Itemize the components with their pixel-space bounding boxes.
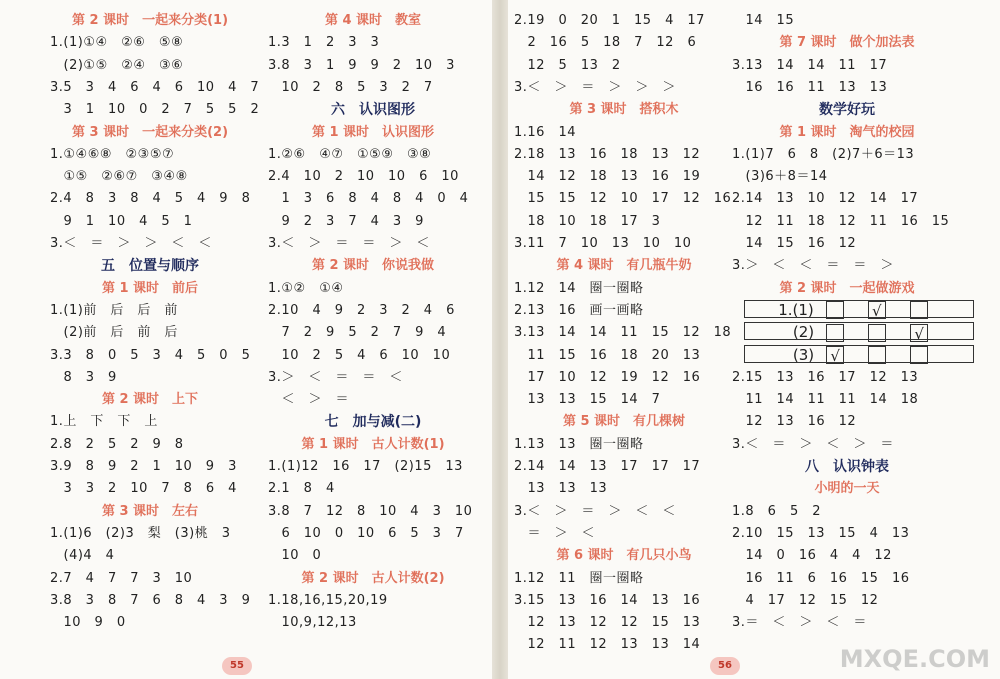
answer-line: 14 15 [732,13,795,28]
answer-line: 3.8 3 8 7 6 8 4 3 9 [50,592,251,608]
lesson-heading: 第 7 课时 做个加法表 [779,35,915,51]
answer-line: 2.10 15 13 15 4 13 [732,525,910,541]
answer-line: 1.12 11 圈一圈略 [514,570,644,586]
empty-box [910,301,928,319]
answer-line: 14 12 18 13 16 19 [514,169,701,185]
answer-line: 1.①② ①④ [268,280,344,296]
answer-line: 12 5 13 2 [514,57,621,73]
lesson-heading: 第 2 课时 古人计数(2) [301,570,445,586]
answer-line: 14 15 16 12 [732,236,857,251]
answer-line: 1.12 14 圈一圈略 [514,280,644,296]
answer-line: 10 0 [268,548,322,564]
answer-line: (2)前 后 前 后 [50,325,178,341]
answer-line: 2.1 8 4 [268,481,335,497]
lesson-heading: 第 4 课时 教室 [324,13,422,28]
answer-line: (3)6＋8＝14 [732,169,828,185]
page-number-left: 55 [222,657,252,675]
lesson-heading: 第 2 课时 一起做游戏 [779,280,915,296]
lesson-heading: 小明的一天 [814,481,880,497]
answer-line: 1.(1)前 后 后 前 [50,302,178,318]
checked-box: √ [868,301,886,319]
answer-line: 1 3 6 8 4 8 4 0 4 [268,191,469,207]
answer-line: 3.8 3 1 9 9 2 10 3 [268,57,455,73]
answer-line: 16 11 6 16 15 16 [732,570,910,586]
answer-line: 3.＝ ＜ ＞ ＜ ＝ [732,615,867,631]
answer-line: 15 15 12 10 17 12 16 [514,191,732,207]
lesson-heading: 第 1 课时 前后 [101,280,199,296]
answer-line: 16 16 11 13 13 [732,79,888,95]
lesson-heading: 第 1 课时 古人计数(1) [301,436,445,452]
answer-line: 3.＞ ＜ ＝ ＝ ＜ [268,369,403,385]
answer-line: 3.＞ ＜ ＜ ＝ ＝ ＞ [732,258,894,274]
answer-line: 2.14 14 13 17 17 17 [514,459,701,474]
answer-line: 3 1 10 0 2 7 5 5 2 [50,102,260,118]
answer-line: 2.7 4 7 7 3 10 [50,570,193,586]
answer-line: 3.8 7 12 8 10 4 3 10 [268,503,473,519]
answer-line: 3.＜ ＞ ＝ ＞ ＜ ＜ [514,503,676,519]
checkbox-answer-row [744,345,974,363]
checkbox-answer-row [744,300,974,321]
answer-line: 12 13 12 12 15 13 [514,615,701,631]
answer-line: 12 11 18 12 11 16 15 [732,213,950,229]
lesson-heading: 第 3 课时 搭积木 [569,102,679,118]
answer-line: 13 13 15 14 7 [514,392,661,408]
answer-line: 2.13 16 画一画略 [514,302,644,318]
answer-line: 14 0 16 4 4 12 [732,548,892,564]
unit-heading: 五 位置与顺序 [101,258,199,275]
answer-line: 3.9 8 9 2 1 10 9 3 [50,459,237,474]
lesson-heading: 第 2 课时 一起来分类(1) [71,13,229,28]
page-number-right: 56 [710,657,740,675]
answer-line: 3.11 7 10 13 10 10 [514,236,692,251]
answer-line: 3.15 13 16 14 13 16 [514,592,701,608]
answer-line: 2.18 13 16 18 13 12 [514,146,701,162]
checked-box: √ [910,324,928,342]
checkbox-row-label: 1.(1) [778,300,814,319]
answer-line: 9 1 10 4 5 1 [50,213,193,229]
answer-line: 1.3 1 2 3 3 [268,35,380,51]
answer-line: 11 15 16 18 20 13 [514,347,701,363]
answer-line: 13 13 13 [514,481,608,497]
lesson-heading: 第 1 课时 淘气的校园 [779,124,915,140]
unit-heading: 六 认识图形 [331,102,415,119]
answer-line: 10,9,12,13 [268,615,357,631]
watermark: MXQE.COM [839,645,990,673]
answer-line: ＝ ＞ ＜ [514,525,596,541]
answer-line: 3.5 3 4 6 4 6 10 4 7 [50,79,260,95]
answer-line: 17 10 12 19 12 16 [514,369,701,385]
answer-line: (2)①⑤ ②④ ③⑥ [50,57,184,73]
answer-line: 1.①④⑥⑧ ②③⑤⑦ [50,146,175,162]
answer-line: 3 3 2 10 7 8 6 4 [50,481,237,497]
answer-line: 12 13 16 12 [732,414,857,430]
answer-line: (4)4 4 [50,548,115,564]
answer-line: 1.②⑥ ④⑦ ①⑤⑨ ③⑧ [268,146,432,162]
answer-line: 1.13 13 圈一圈略 [514,436,644,452]
answer-line: 2.8 2 5 2 9 8 [50,436,184,452]
answer-line: 3.＜ ＞ ＝ ＞ ＞ ＞ [514,79,676,95]
answer-line: 10 9 0 [50,615,126,631]
answer-line: ①⑤ ②⑥⑦ ③④⑧ [50,169,188,185]
lesson-heading: 第 4 课时 有几瓶牛奶 [556,258,692,274]
empty-box [868,324,886,342]
lesson-heading: 第 1 课时 认识图形 [311,124,435,140]
answer-line: 2.19 0 20 1 15 4 17 [514,13,705,28]
checked-box: √ [826,346,844,364]
answer-line: 3.13 14 14 11 15 12 18 [514,325,732,341]
answer-line: 2 16 5 18 7 12 6 [514,35,697,51]
answer-line: 9 2 3 7 4 3 9 [268,213,424,229]
lesson-heading: 第 3 课时 左右 [101,503,199,519]
answer-line: 12 11 12 13 13 14 [514,637,701,653]
unit-heading: 八 认识钟表 [805,459,889,475]
answer-line: 4 17 12 15 12 [732,592,879,608]
checkbox-row-label: (2) [777,323,815,342]
checkbox-row-label: (3) [777,345,815,364]
checkbox-answer-row [744,322,974,343]
answer-line: ＜ ＞ ＝ [268,392,350,408]
answer-line: 1.(1)6 (2)3 梨 (3)桃 3 [50,525,231,541]
answer-line: 2.15 13 16 17 12 13 [732,369,919,385]
answer-line: 1.(1)7 6 8 (2)7＋6＝13 [732,146,915,162]
answer-line: 2.4 10 2 10 10 6 10 [268,169,459,185]
answer-line: 2.4 8 3 8 4 5 4 9 8 [50,191,251,207]
answer-line: 1.上 下 下 上 [50,414,158,430]
answer-line: 11 14 11 11 14 18 [732,392,919,408]
answer-line: 3.＜ ＞ ＝ ＝ ＞ ＜ [268,236,430,251]
empty-box [826,324,844,342]
answer-line: 3.＜ ＝ ＞ ＜ ＞ ＝ [732,436,894,452]
lesson-heading: 第 3 课时 一起来分类(2) [71,124,229,140]
lesson-heading: 第 2 课时 上下 [101,392,199,408]
answer-line: 10 2 8 5 3 2 7 [268,79,433,95]
answer-line: 1.16 14 [514,124,576,140]
empty-box [826,301,844,319]
answer-line: 1.18,16,15,20,19 [268,592,388,608]
answer-line: 3.13 14 14 11 17 [732,57,888,73]
unit-heading: 七 加与减(二) [324,414,422,431]
lesson-heading: 第 2 课时 你说我做 [311,258,435,274]
answer-line: 8 3 9 [50,369,117,385]
lesson-heading: 第 6 课时 有几只小鸟 [556,548,692,564]
answer-line: 3.3 8 0 5 3 4 5 0 5 [50,347,251,363]
answer-line: 1.(1)①④ ②⑥ ⑤⑧ [50,35,184,51]
answer-line: 18 10 18 17 3 [514,213,661,229]
answer-line: 10 2 5 4 6 10 10 [268,347,451,363]
answer-line: 2.10 4 9 2 3 2 4 6 [268,302,455,318]
answer-line: 6 10 0 10 6 5 3 7 [268,525,464,541]
answer-line: 1.(1)12 16 17 (2)15 13 [268,459,463,474]
answer-line: 3.＜ ＝ ＞ ＞ ＜ ＜ [50,236,212,251]
answer-line: 2.14 13 10 12 14 17 [732,191,919,207]
answer-line: 7 2 9 5 2 7 9 4 [268,325,447,341]
empty-box [910,346,928,364]
unit-heading: 数学好玩 [819,102,875,119]
lesson-heading: 第 5 课时 有几棵树 [562,414,686,430]
answer-line: 1.8 6 5 2 [732,503,821,519]
book-spine [492,0,508,679]
empty-box [868,346,886,364]
